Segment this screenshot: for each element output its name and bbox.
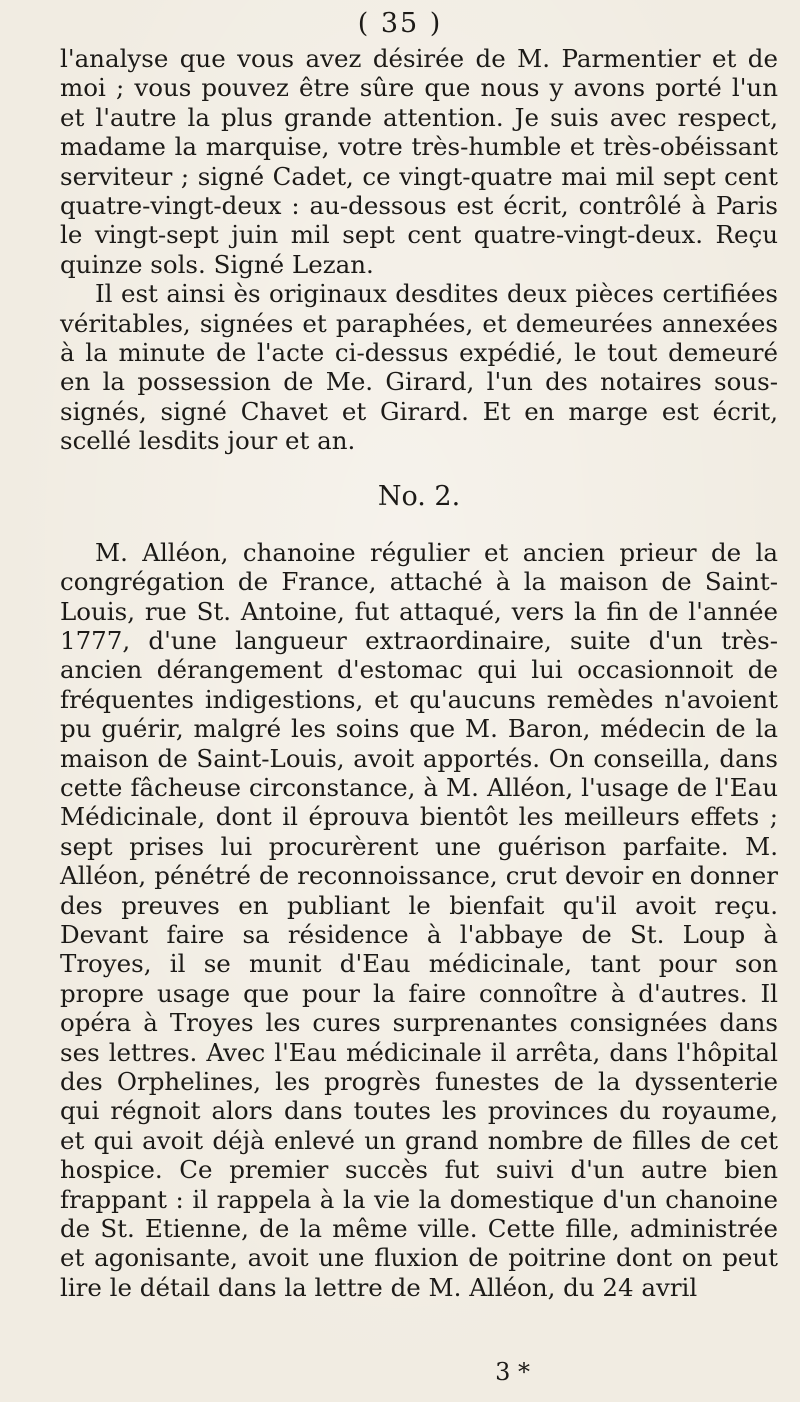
- body-text: [60, 44, 778, 1302]
- paragraph-certification: Il est ainsi ès originaux desdites deux pièces certifiées véritables, signées et paraphées, et demeurées annexées à la minute de l'acte ci-dessus expédié, le tout demeuré en la possession de Me. Girard, l'un des notaires sous-signés, signé Chavet et Girard. Et en marge est écrit, scellé lesdits jour et an.: [60, 279, 778, 456]
- section-heading: No. 2.: [377, 480, 461, 512]
- signature-mark: 3 *: [495, 1358, 530, 1386]
- paragraph-letter-closing: l'analyse que vous avez désirée de M. Parmentier et de moi ; vous pouvez être sûre que nous y avons porté l'un et l'autre la plus grande attention. Je suis avec respect, madame la marquise, votre très-humble et très-obéissant serviteur ; signé Cadet, ce vingt-quatre mai mil sept cent quatre-vingt-deux : au-dessous est écrit, contrôlé à Paris le vingt-sept juin mil sept cent quatre-vingt-deux. Reçu quinze sols. Signé Lezan.: [60, 44, 778, 279]
- paragraph-case-alleon: M. Alléon, chanoine régulier et ancien prieur de la congrégation de France, attaché à la maison de Saint-Louis, rue St. Antoine, fut attaqué, vers la fin de l'année 1777, d'une langueur extraordinaire, suite d'un très-ancien dérangement d'estomac qui lui occasionnoit de fréquentes indigestions, et qu'aucuns remèdes n'avoient pu guérir, malgré les soins que M. Baron, médecin de la maison de Saint-Louis, avoit apportés. On conseilla, dans cette fâcheuse circonstance, à M. Alléon, l'usage de l'Eau Médicinale, dont il éprouva bientôt les meilleurs effets ; sept prises lui procurèrent une guérison parfaite. M. Alléon, pénétré de reconnoissance, crut devoir en donner des preuves en publiant le bienfait qu'il avoit reçu. Devant faire sa résidence à l'abbaye de St. Loup à Troyes, il se munit d'Eau médicinale, tant pour son propre usage que pour la faire connoître à d'autres. Il opéra à Troyes les cures surprenantes consignées dans ses lettres. Avec l'Eau médicinale il arrêta, dans l'hôpital des Orphelines, les progrès funestes de la dyssenterie qui régnoit alors dans toutes les provinces du royaume, et qui avoit déjà enlevé un grand nombre de filles de cet hospice. Ce premier succès fut suivi d'un autre bien frappant : il rappela à la vie la domestique d'un chanoine de St. Etienne, de la même ville. Cette fille, administrée et agonisante, avoit une fluxion de poitrine dont on peut lire le détail dans la lettre de M. Alléon, du 24 avril: [60, 537, 778, 1302]
- page-number: ( 35 ): [357, 8, 443, 39]
